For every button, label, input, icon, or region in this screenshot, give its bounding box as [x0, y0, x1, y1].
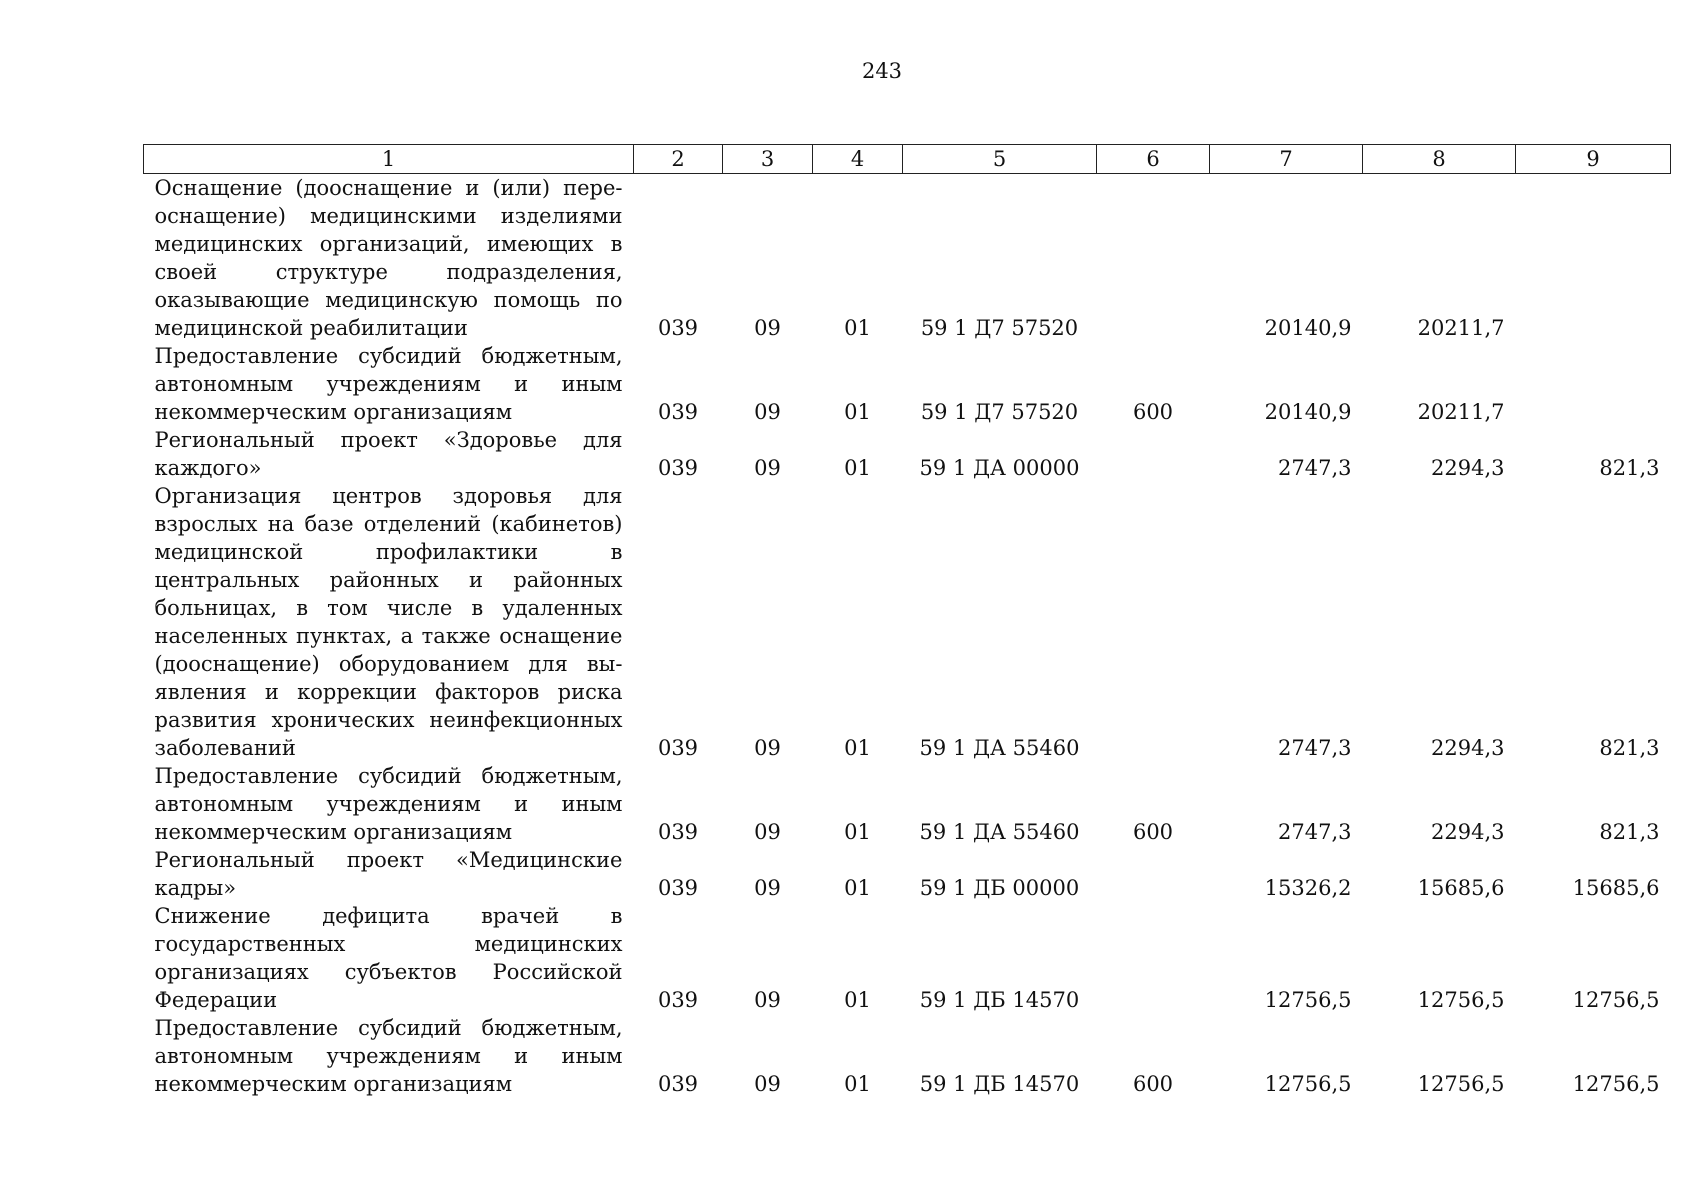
cell-amount-col7: 12756,5: [1264, 988, 1352, 1012]
cell-subsection: 01: [844, 988, 871, 1012]
cell-target-article: 59 1 ДА 55460: [919, 736, 1080, 760]
row-description: Снижение дефицита врачей в государственных медицинских организациях субъектов Российской Федерации: [154, 904, 623, 1012]
cell-target-article: 59 1 Д7 57520: [920, 400, 1079, 424]
cell-section: 09: [754, 316, 781, 340]
cell-amount-col9: 12756,5: [1572, 988, 1660, 1012]
cell-amount-col7: 20140,9: [1264, 316, 1352, 340]
cell-amount-col9: [1516, 342, 1671, 426]
cell-amount-col8: 12756,5: [1417, 1072, 1505, 1096]
cell-amount-col9: [1516, 174, 1671, 343]
cell-target-article: 59 1 Д7 57520: [920, 316, 1079, 340]
cell-amount-col9: 821,3: [1599, 736, 1660, 760]
cell-expense-type: [1097, 426, 1210, 482]
cell-amount-col8: 20211,7: [1417, 316, 1505, 340]
column-header-4: 4: [813, 145, 903, 174]
cell-amount-col8: 2294,3: [1431, 456, 1505, 480]
cell-amount-col8: 15685,6: [1417, 876, 1505, 900]
cell-subsection: 01: [844, 400, 871, 424]
cell-target-article: 59 1 ДА 55460: [919, 820, 1080, 844]
table-row: [144, 342, 1671, 426]
row-description: Предоставление субсидий бюджетным, автономным учреждениям и иным некоммерческим организациям: [154, 344, 623, 424]
column-header-9: 9: [1516, 145, 1671, 174]
column-number-header-row: [144, 145, 1671, 174]
budget-table: [143, 144, 1671, 1098]
column-header-6: 6: [1097, 145, 1210, 174]
table-row: [144, 426, 1671, 482]
cell-amount-col8: 12756,5: [1417, 988, 1505, 1012]
cell-section: 09: [754, 1072, 781, 1096]
row-description: Предоставление субсидий бюджетным, автономным учреждениям и иным некоммерческим организациям: [154, 1016, 623, 1096]
cell-expense-type: 600: [1132, 820, 1174, 844]
cell-section: 09: [754, 736, 781, 760]
page-number: 243: [861, 59, 903, 83]
cell-target-article: 59 1 ДБ 14570: [919, 1072, 1080, 1096]
cell-target-article: 59 1 ДБ 00000: [919, 876, 1080, 900]
cell-section: 09: [754, 400, 781, 424]
cell-amount-col7: 15326,2: [1264, 876, 1352, 900]
cell-amount-col7: 20140,9: [1264, 400, 1352, 424]
cell-amount-col9: 821,3: [1599, 820, 1660, 844]
cell-ministry-code: 039: [657, 876, 699, 900]
table-row: [144, 902, 1671, 1014]
column-header-7: 7: [1210, 145, 1363, 174]
cell-amount-col9: 15685,6: [1572, 876, 1660, 900]
cell-amount-col8: 2294,3: [1431, 820, 1505, 844]
cell-expense-type: 600: [1132, 1072, 1174, 1096]
column-header-3: 3: [723, 145, 813, 174]
cell-ministry-code: 039: [657, 400, 699, 424]
cell-expense-type: 600: [1132, 400, 1174, 424]
row-description: Оснащение (дооснащение и (или) переоснащение) медицинскими изделиями медицинских организаций, имеющих в своей структуре подразделения, оказывающие медицинскую помощь по медицинской реабилитации: [154, 176, 623, 340]
cell-subsection: 01: [844, 876, 871, 900]
cell-ministry-code: 039: [657, 988, 699, 1012]
cell-amount-col7: 2747,3: [1278, 456, 1352, 480]
cell-expense-type: [1097, 846, 1210, 902]
table-row: [144, 1014, 1671, 1098]
cell-subsection: 01: [844, 456, 871, 480]
cell-section: 09: [754, 988, 781, 1012]
cell-subsection: 01: [844, 316, 871, 340]
cell-subsection: 01: [844, 820, 871, 844]
cell-subsection: 01: [844, 1072, 871, 1096]
table-row: [144, 482, 1671, 762]
cell-target-article: 59 1 ДБ 14570: [919, 988, 1080, 1012]
row-description: Предоставление субсидий бюджетным, автономным учреждениям и иным некоммерческим организациям: [154, 764, 623, 844]
cell-section: 09: [754, 876, 781, 900]
cell-ministry-code: 039: [657, 456, 699, 480]
table-row: [144, 762, 1671, 846]
cell-target-article: 59 1 ДА 00000: [919, 456, 1080, 480]
cell-ministry-code: 039: [657, 820, 699, 844]
cell-expense-type: [1097, 174, 1210, 343]
cell-amount-col8: 2294,3: [1431, 736, 1505, 760]
cell-amount-col7: 2747,3: [1278, 736, 1352, 760]
cell-section: 09: [754, 456, 781, 480]
row-description: Региональный проект «Медицинские кадры»: [154, 848, 623, 900]
cell-ministry-code: 039: [657, 736, 699, 760]
cell-expense-type: [1097, 482, 1210, 762]
table-row: [144, 174, 1671, 343]
cell-amount-col7: 2747,3: [1278, 820, 1352, 844]
table-row: [144, 846, 1671, 902]
cell-expense-type: [1097, 902, 1210, 1014]
cell-amount-col9: 12756,5: [1572, 1072, 1660, 1096]
row-description: Региональный проект «Здоровье для каждого»: [154, 428, 623, 480]
row-description: Организация центров здоровья для взрослых на базе отделений (кабинетов) медицинской профилактики в центральных районных и районных больницах, в том числе в удаленных населенных пунктах, а также оснащение (дооснащение) оборудованием для выявления и коррекции факторов риска развития хронических неинфекционных заболеваний: [154, 484, 623, 760]
cell-ministry-code: 039: [657, 1072, 699, 1096]
cell-subsection: 01: [844, 736, 871, 760]
cell-amount-col8: 20211,7: [1417, 400, 1505, 424]
column-header-8: 8: [1363, 145, 1516, 174]
cell-ministry-code: 039: [657, 316, 699, 340]
column-header-2: 2: [634, 145, 723, 174]
cell-amount-col9: 821,3: [1599, 456, 1660, 480]
column-header-1: 1: [144, 145, 634, 174]
cell-section: 09: [754, 820, 781, 844]
cell-amount-col7: 12756,5: [1264, 1072, 1352, 1096]
column-header-5: 5: [903, 145, 1097, 174]
